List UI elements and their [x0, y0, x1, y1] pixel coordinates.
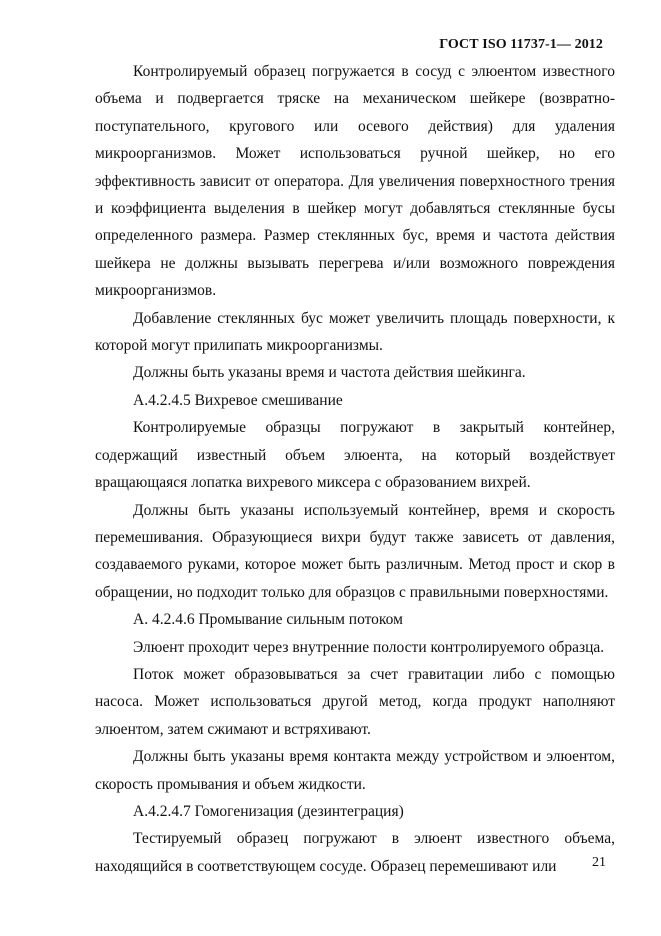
- paragraph-shaking-params: Должны быть указаны время и частота действия шейкинга.: [133, 364, 526, 382]
- body-text: [95, 58, 615, 880]
- section-heading-homogenization: А.4.2.4.7 Гомогенизация (дезинтеграция): [133, 802, 404, 820]
- standard-code-header: ГОСТ ISO 11737-1— 2012: [439, 37, 603, 52]
- page-number: 21: [592, 855, 606, 870]
- paragraph-vortex-description: Контролируемые образцы погружают в закрытый контейнер, содержащий известный объем элюента, на который воздействует вращающаяся лопатка вихревого миксера с образованием вихрей.: [95, 419, 615, 492]
- paragraph-vortex-params: Должны быть указаны используемый контейнер, время и скорость перемешивания. Образующиеся вихри будут также зависеть от давления, создаваемого руками, которое может быть различным. Метод прост и скор в обращении, но подходит только для образцов с правильными поверхностями.: [95, 501, 615, 601]
- paragraph-flushing-description: Элюент проходит через внутренние полости контролируемого образца.: [133, 638, 605, 656]
- paragraph-glass-beads: Добавление стеклянных бус может увеличить площадь поверхности, к которой могут прилипать микроорганизмы.: [95, 309, 615, 355]
- paragraph-flow-methods: Поток может образовываться за счет гравитации либо с помощью насоса. Может использоваться другой метод, когда продукт наполняют элюентом, затем сжимают и встряхивают.: [95, 665, 615, 738]
- section-heading-flushing: А. 4.2.4.6 Промывание сильным потоком: [133, 611, 403, 629]
- paragraph-shaker: Контролируемый образец погружается в сосуд с элюентом известного объема и подвергается тряске на механическом шейкере (возвратно-поступательного, кругового или осевого действия) для удаления микроорганизмов. Может использоваться ручной шейкер, но его эффективность зависит от оператора. Для увеличения поверхностного трения и коэффициента выделения в шейкер могут добавляться стеклянные бусы определенного размера. Размер стеклянных бус, время и частота действия шейкера не должны вызывать перегрева и/или возможного повреждения микроорганизмов.: [95, 63, 615, 300]
- paragraph-homogenization-description: Тестируемый образец погружают в элюент известного объема, находящийся в соответствующем сосуде. Образец перемешивают или: [95, 830, 615, 875]
- paragraph-flushing-params: Должны быть указаны время контакта между устройством и элюентом, скорость промывания и объем жидкости.: [95, 748, 615, 793]
- section-heading-vortex: А.4.2.4.5 Вихревое смешивание: [133, 391, 343, 409]
